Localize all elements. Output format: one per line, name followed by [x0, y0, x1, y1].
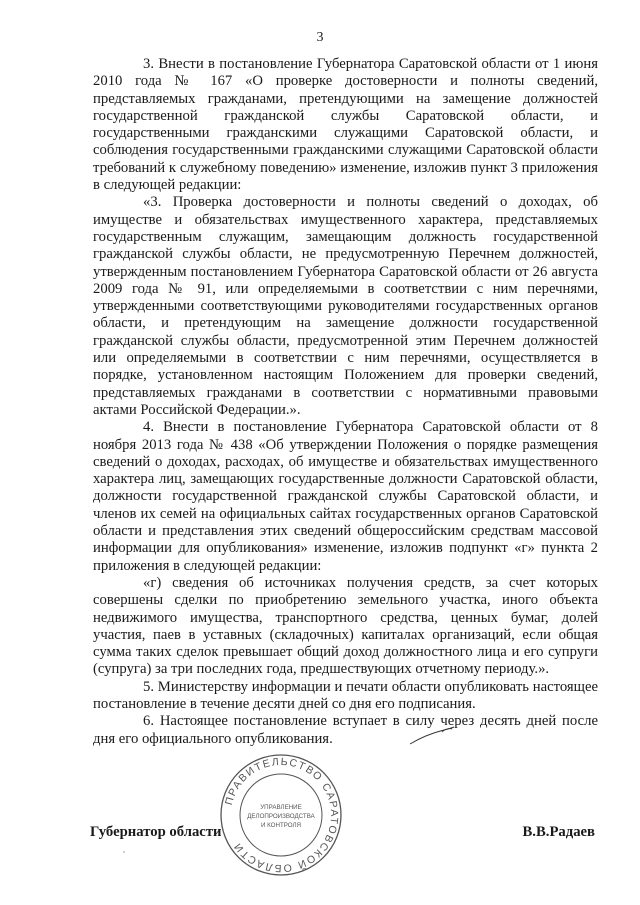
official-seal	[218, 752, 344, 878]
paragraph-4-amendment: 4. Внести в постановление Губернатора Саратовской области от 8 ноября 2013 года № 438 «Об утверждении Положения о порядке размещения сведений о доходах, расходах, об имуществе и обязательствах имущественного характера лиц, замещающих государственные должности Саратовской области, должности государственной гражданской службы Саратовской области, и членов их семей на официальных сайтах государственных органов Саратовской области и представления этих сведений общероссийским средствам массовой информации для опубликования» изменение, изложив подпункт «г» пункта 2 приложения в следующей редакции:	[93, 419, 598, 574]
seal-inner-line-1: УПРАВЛЕНИЕ	[260, 804, 302, 811]
subparagraph-g-new-wording: «г) сведения об источниках получения средств, за счет которых совершены сделки по приобретению земельного участка, иного объекта недвижимого имущества, транспортного средства, ценных бумаг, долей участия, паев в уставных (складочных) капиталах организаций, если общая сумма таких сделок превышает общий доход должностного лица и его супруги (супруга) за три последних года, предшествующих отчетному периоду.».	[93, 574, 598, 678]
margin-dot	[122, 850, 126, 854]
page-number: 3	[316, 30, 324, 45]
paragraph-6-effective-date: 6. Настоящее постановление вступает в силу через десять дней после дня его официального опубликования.	[93, 713, 598, 747]
paragraph-3-amendment: 3. Внести в постановление Губернатора Саратовской области от 1 июня 2010 года № 167 «О проверке достоверности и полноты сведений, представляемых гражданами, претендующими на замещение должностей государственной гражданской службы Саратовской области, и государственными гражданскими служащими Саратовской области, и соблюдения государственными гражданскими служащими Саратовской области требований к служебному поведению» изменение, изложив пункт 3 приложения в следующей редакции:	[93, 56, 598, 194]
signer-name: В.В.Радаев	[522, 824, 595, 840]
seal-inner-line-2: ДЕЛОПРОИЗВОДСТВА	[247, 813, 315, 820]
handwritten-signature	[408, 724, 456, 748]
seal-inner-line-3: И КОНТРОЛЯ	[260, 822, 302, 829]
document-body	[93, 56, 598, 748]
seal-outer-text: ПРАВИТЕЛЬСТВО САРАТОВСКОЙ ОБЛАСТИ	[223, 755, 341, 875]
paragraph-3-new-wording: «3. Проверка достоверности и полноты сведений о доходах, об имуществе и обязательствах имущественного характера, представляемых государственным служащим, замещающим должность государственной гражданской службы области, не предусмотренную Перечнем должностей, утвержденным постановлением Губернатора Саратовской области от 26 августа 2009 года № 91, или определяемыми в соответствии с ним перечнями, утвержденными соответствующими руководителями государственных органов области, и претендующим на замещение должности государственной гражданской службы области, предусмотренной этим Перечнем должностей или определяемыми в соответствии с ним перечнями, осуществляется в порядке, установленном настоящим Положением для проверки сведений, представляемых гражданами в соответствии с нормативными правовыми актами Российской Федерации.».	[93, 194, 598, 418]
signer-position: Губернатор области	[90, 824, 222, 840]
paragraph-5-publication: 5. Министерству информации и печати области опубликовать настоящее постановление в течение десяти дней со дня его подписания.	[93, 678, 598, 712]
